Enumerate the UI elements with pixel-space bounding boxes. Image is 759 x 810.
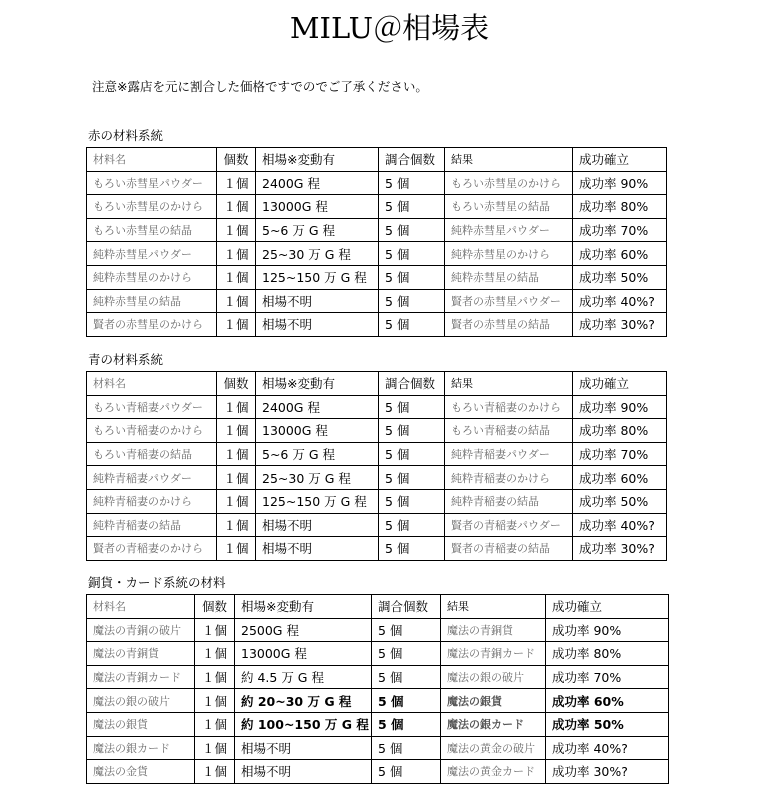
market-price-cell: 5~6 万 G 程 [256, 218, 379, 242]
price-table-red [86, 147, 667, 337]
mix-count-cell: 5 個 [372, 760, 441, 784]
result-cell: 賢者の青稲妻パウダー [445, 513, 573, 537]
market-price-cell: 相場不明 [256, 513, 379, 537]
market-price-cell: 相場不明 [235, 760, 372, 784]
page-title: MILU＠相場表 [289, 11, 490, 45]
header-count: 個数 [217, 372, 256, 396]
result-cell: もろい赤彗星の結晶 [445, 195, 573, 219]
result-cell: 魔法の黄金カード [441, 760, 546, 784]
count-cell: １個 [217, 395, 256, 419]
material-name-cell: 魔法の銀の破片 [87, 689, 195, 713]
market-price-cell: 125~150 万 G 程 [256, 265, 379, 289]
result-cell: 純粋赤彗星の結晶 [445, 265, 573, 289]
result-cell: 純粋赤彗星のかけら [445, 242, 573, 266]
market-price-cell: 2400G 程 [256, 171, 379, 195]
material-name-cell: 純粋青稲妻のかけら [87, 489, 217, 513]
result-cell: 純粋青稲妻の結晶 [445, 489, 573, 513]
result-cell: 魔法の黄金の破片 [441, 736, 546, 760]
material-name-cell: もろい青稲妻のかけら [87, 419, 217, 443]
table-row [87, 466, 667, 490]
mix-count-cell: 5 個 [372, 736, 441, 760]
table-row [87, 537, 667, 561]
header-success-rate: 成功確立 [573, 148, 667, 172]
market-price-cell: 13000G 程 [235, 642, 372, 666]
market-price-cell: 2400G 程 [256, 395, 379, 419]
material-name-cell: もろい青稲妻パウダー [87, 395, 217, 419]
table-row [87, 171, 667, 195]
success-rate-cell: 成功率 90% [546, 618, 669, 642]
section-label-red: 赤の材料系統 [88, 128, 164, 143]
table-row [87, 242, 667, 266]
header-result: 結果 [445, 148, 573, 172]
market-price-cell: 125~150 万 G 程 [256, 489, 379, 513]
table-row [87, 265, 667, 289]
market-price-cell: 13000G 程 [256, 419, 379, 443]
mix-count-cell: 5 個 [379, 489, 445, 513]
table-row [87, 689, 669, 713]
count-cell: １個 [217, 289, 256, 313]
material-name-cell: 魔法の銀カード [87, 736, 195, 760]
count-cell: １個 [217, 489, 256, 513]
mix-count-cell: 5 個 [379, 419, 445, 443]
mix-count-cell: 5 個 [379, 313, 445, 337]
price-table-blue [86, 371, 667, 561]
market-price-cell: 相場不明 [256, 537, 379, 561]
count-cell: １個 [217, 313, 256, 337]
mix-count-cell: 5 個 [372, 642, 441, 666]
success-rate-cell: 成功率 70% [546, 665, 669, 689]
result-cell: 純粋赤彗星パウダー [445, 218, 573, 242]
header-material-name: 材料名 [87, 148, 217, 172]
mix-count-cell: 5 個 [372, 618, 441, 642]
success-rate-cell: 成功率 60% [546, 689, 669, 713]
market-price-cell: 2500G 程 [235, 618, 372, 642]
result-cell: 魔法の青銅カード [441, 642, 546, 666]
material-name-cell: 純粋赤彗星のかけら [87, 265, 217, 289]
mix-count-cell: 5 個 [379, 537, 445, 561]
success-rate-cell: 成功率 40%? [573, 513, 667, 537]
count-cell: １個 [217, 195, 256, 219]
count-cell: １個 [217, 419, 256, 443]
section-label-coin-card: 銅貨・カード系統の材料 [88, 575, 226, 590]
count-cell: １個 [217, 537, 256, 561]
material-name-cell: 魔法の青銅の破片 [87, 618, 195, 642]
mix-count-cell: 5 個 [379, 513, 445, 537]
material-name-cell: 魔法の青銅カード [87, 665, 195, 689]
success-rate-cell: 成功率 50% [573, 489, 667, 513]
table-header-row [87, 372, 667, 396]
result-cell: 魔法の銀貨 [441, 689, 546, 713]
market-price-cell: 5~6 万 G 程 [256, 442, 379, 466]
success-rate-cell: 成功率 60% [573, 466, 667, 490]
table-row [87, 665, 669, 689]
mix-count-cell: 5 個 [379, 218, 445, 242]
mix-count-cell: 5 個 [379, 195, 445, 219]
success-rate-cell: 成功率 30%? [573, 537, 667, 561]
table-row [87, 218, 667, 242]
count-cell: １個 [195, 760, 235, 784]
result-cell: 賢者の青稲妻の結晶 [445, 537, 573, 561]
header-count: 個数 [217, 148, 256, 172]
result-cell: 賢者の赤彗星パウダー [445, 289, 573, 313]
table-row [87, 442, 667, 466]
success-rate-cell: 成功率 80% [573, 195, 667, 219]
success-rate-cell: 成功率 90% [573, 395, 667, 419]
count-cell: １個 [195, 665, 235, 689]
table-header-row [87, 595, 669, 619]
mix-count-cell: 5 個 [372, 665, 441, 689]
header-mix-count: 調合個数 [379, 148, 445, 172]
table-row [87, 195, 667, 219]
count-cell: １個 [217, 171, 256, 195]
count-cell: １個 [217, 442, 256, 466]
header-success-rate: 成功確立 [546, 595, 669, 619]
header-market-price: 相場※変動有 [256, 372, 379, 396]
price-table-coin-card [86, 594, 669, 784]
result-cell: もろい青稲妻の結晶 [445, 419, 573, 443]
mix-count-cell: 5 個 [372, 689, 441, 713]
table-header-row [87, 148, 667, 172]
count-cell: １個 [195, 712, 235, 736]
notice-text: 注意※露店を元に割合した価格ですでのでご了承ください。 [92, 79, 428, 94]
success-rate-cell: 成功率 70% [573, 442, 667, 466]
success-rate-cell: 成功率 50% [546, 712, 669, 736]
count-cell: １個 [195, 618, 235, 642]
market-price-cell: 13000G 程 [256, 195, 379, 219]
material-name-cell: 魔法の青銅貨 [87, 642, 195, 666]
material-name-cell: 純粋青稲妻の結晶 [87, 513, 217, 537]
header-material-name: 材料名 [87, 372, 217, 396]
table-row [87, 760, 669, 784]
count-cell: １個 [217, 513, 256, 537]
count-cell: １個 [195, 736, 235, 760]
count-cell: １個 [195, 642, 235, 666]
mix-count-cell: 5 個 [379, 466, 445, 490]
table-row [87, 618, 669, 642]
header-result: 結果 [441, 595, 546, 619]
result-cell: 賢者の赤彗星の結晶 [445, 313, 573, 337]
table-row [87, 395, 667, 419]
market-price-cell: 相場不明 [256, 289, 379, 313]
market-price-cell: 相場不明 [235, 736, 372, 760]
material-name-cell: 純粋赤彗星の結晶 [87, 289, 217, 313]
result-cell: もろい赤彗星のかけら [445, 171, 573, 195]
header-count: 個数 [195, 595, 235, 619]
mix-count-cell: 5 個 [379, 289, 445, 313]
success-rate-cell: 成功率 40%? [546, 736, 669, 760]
mix-count-cell: 5 個 [379, 265, 445, 289]
market-price-cell: 25~30 万 G 程 [256, 466, 379, 490]
header-market-price: 相場※変動有 [235, 595, 372, 619]
table-row [87, 513, 667, 537]
result-cell: 純粋青稲妻のかけら [445, 466, 573, 490]
success-rate-cell: 成功率 30%? [573, 313, 667, 337]
mix-count-cell: 5 個 [379, 395, 445, 419]
section-label-blue: 青の材料系統 [88, 352, 164, 367]
count-cell: １個 [217, 242, 256, 266]
success-rate-cell: 成功率 60% [573, 242, 667, 266]
table-row [87, 289, 667, 313]
count-cell: １個 [195, 689, 235, 713]
mix-count-cell: 5 個 [379, 171, 445, 195]
count-cell: １個 [217, 218, 256, 242]
success-rate-cell: 成功率 90% [573, 171, 667, 195]
table-row [87, 313, 667, 337]
material-name-cell: もろい青稲妻の結晶 [87, 442, 217, 466]
material-name-cell: 純粋青稲妻パウダー [87, 466, 217, 490]
success-rate-cell: 成功率 30%? [546, 760, 669, 784]
material-name-cell: もろい赤彗星パウダー [87, 171, 217, 195]
mix-count-cell: 5 個 [372, 712, 441, 736]
table-row [87, 419, 667, 443]
header-material-name: 材料名 [87, 595, 195, 619]
success-rate-cell: 成功率 50% [573, 265, 667, 289]
success-rate-cell: 成功率 70% [573, 218, 667, 242]
market-price-cell: 25~30 万 G 程 [256, 242, 379, 266]
count-cell: １個 [217, 466, 256, 490]
material-name-cell: 賢者の赤彗星のかけら [87, 313, 217, 337]
mix-count-cell: 5 個 [379, 242, 445, 266]
table-row [87, 642, 669, 666]
market-price-cell: 約 4.5 万 G 程 [235, 665, 372, 689]
material-name-cell: もろい赤彗星のかけら [87, 195, 217, 219]
material-name-cell: 賢者の青稲妻のかけら [87, 537, 217, 561]
success-rate-cell: 成功率 80% [546, 642, 669, 666]
material-name-cell: 魔法の金貨 [87, 760, 195, 784]
market-price-cell: 相場不明 [256, 313, 379, 337]
material-name-cell: もろい赤彗星の結晶 [87, 218, 217, 242]
header-mix-count: 調合個数 [379, 372, 445, 396]
market-price-cell: 約 20~30 万 G 程 [235, 689, 372, 713]
header-mix-count: 調合個数 [372, 595, 441, 619]
result-cell: もろい青稲妻のかけら [445, 395, 573, 419]
result-cell: 魔法の銀の破片 [441, 665, 546, 689]
count-cell: １個 [217, 265, 256, 289]
header-success-rate: 成功確立 [573, 372, 667, 396]
success-rate-cell: 成功率 80% [573, 419, 667, 443]
market-price-cell: 約 100~150 万 G 程 [235, 712, 372, 736]
result-cell: 魔法の青銅貨 [441, 618, 546, 642]
success-rate-cell: 成功率 40%? [573, 289, 667, 313]
material-name-cell: 純粋赤彗星パウダー [87, 242, 217, 266]
result-cell: 魔法の銀カード [441, 712, 546, 736]
table-row [87, 712, 669, 736]
mix-count-cell: 5 個 [379, 442, 445, 466]
table-row [87, 489, 667, 513]
header-market-price: 相場※変動有 [256, 148, 379, 172]
table-row [87, 736, 669, 760]
material-name-cell: 魔法の銀貨 [87, 712, 195, 736]
header-result: 結果 [445, 372, 573, 396]
result-cell: 純粋青稲妻パウダー [445, 442, 573, 466]
